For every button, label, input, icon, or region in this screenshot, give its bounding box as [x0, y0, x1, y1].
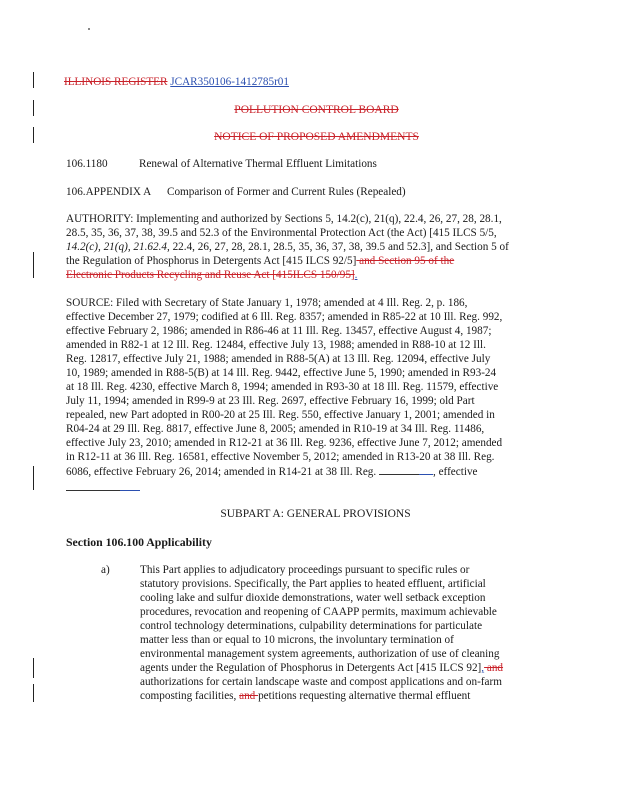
source-line: 10, 1989; amended in R88-5(B) at 14 Ill. Reg. 9442, effective June 5, 1990; amended in R93-24 — [66, 367, 497, 379]
body-line: authorizations for certain landscape waste and compost applications and on-farm — [140, 676, 502, 688]
register-title: ILLINOIS REGISTER — [64, 76, 168, 88]
body-line: control technology determinations, culpability determinations for particulate — [140, 620, 483, 632]
source-line: Reg. 12817, effective July 21, 1988; amended in R88-5(A) at 13 Ill. Reg. 12094, effective July — [66, 353, 491, 365]
source-line: repealed, new Part adopted in R00-20 at 25 Ill. Reg. 550, effective January 1, 2001; amended in — [66, 409, 495, 421]
inserted-blank — [120, 481, 140, 491]
authority-line: 14.2(c), 21(q), 21.62.4, 22.4, 26, 27, 28, 28.1, 28.5, 35, 36, 37, 38, 39.5 and 52.3], and Section 5 of — [66, 241, 509, 253]
revision-bar — [33, 72, 34, 88]
source-line: effective December 27, 1979; codified at 6 Ill. Reg. 8357; amended in R85-22 at 10 Ill. Reg. 992, — [66, 311, 503, 323]
inserted-blank — [419, 465, 433, 475]
revision-bar — [33, 658, 34, 678]
jcar-number: JCAR350106-1412785r01 — [170, 76, 289, 88]
authority-text: 22.4, 26, 27, 28, 28.1, 28.5, 35, 36, 37, 38, 39.5 and 52.3], and Section 5 of — [172, 241, 509, 253]
source-text: , effective — [432, 466, 478, 478]
body-line — [140, 690, 470, 703]
authority-line — [66, 227, 497, 240]
deleted-text: and — [484, 662, 504, 674]
source-line: July 11, 1994; amended in R99-9 at 23 Ill. Reg. 2697, effective February 16, 1999; old Part — [66, 395, 475, 407]
authority-italic-text: 14.2(c), 21(q), 21.6 — [66, 241, 153, 253]
source-line: at 18 Ill. Reg. 4230, effective March 8, 1994; amended in R93-30 at 18 Ill. Reg. 11579, effective — [66, 381, 499, 393]
toc-number: 106.APPENDIX A — [66, 186, 152, 198]
body-line: statutory provisions. Specifically, the Part applies to heated effluent, artificial — [140, 578, 486, 590]
inserted-text: . — [354, 269, 358, 281]
blank-date — [66, 481, 120, 491]
authority-text: AUTHORITY: Implementing and authorized by Sections 5, 14.2(c), 21(q), 22.4, 26, 27, 28, 28.1, — [66, 213, 502, 225]
source-line: effective July 23, 2010; amended in R12-21 at 36 Ill. Reg. 9236, effective June 7, 2012; amended — [66, 437, 503, 449]
authority-line — [66, 213, 502, 226]
scan-speck — [88, 28, 90, 30]
toc-number: 106.1180 — [66, 158, 108, 170]
source-line: effective February 2, 1986; amended in R86-46 at 11 Ill. Reg. 13457, effective August 4, 1987; — [66, 325, 492, 337]
toc-row — [66, 158, 108, 171]
toc-row-title — [139, 158, 377, 171]
body-line: procedures, revocation and reopening of CAAPP permits, maximum achievable — [140, 606, 497, 618]
toc-row-title — [167, 186, 406, 199]
item-label: a) — [101, 564, 110, 576]
source-line — [66, 465, 478, 479]
inserted-text: , — [481, 662, 485, 674]
body-text: agents under the Regulation of Phosphorus in Detergents Act [415 ILCS 92] — [140, 662, 482, 674]
blank-volume — [379, 465, 419, 475]
deleted-text: and — [239, 690, 259, 702]
deleted-text: and Section 95 of the — [356, 255, 455, 267]
body-line: cooling lake and sulfur dioxide demonstrations, water well setback exception — [140, 592, 486, 604]
source-line: SOURCE: Filed with Secretary of State January 1, 1978; amended at 4 Ill. Reg. 2, p. 186, — [66, 297, 468, 309]
authority-line — [66, 269, 357, 282]
body-line — [140, 662, 503, 675]
source-line: R04-24 at 29 Ill. Reg. 8817, effective June 8, 2005; amended in R10-19 at 34 Ill. Reg. 11486, — [66, 423, 485, 435]
authority-text: 28.5, 35, 36, 37, 38, 39.5 and 52.3 of the Environmental Protection Act (the Act) [415 ILCS 5/5, — [66, 227, 497, 239]
source-line — [66, 481, 140, 495]
authority-text: the Regulation of Phosphorus in Detergents Act [415 ILCS 92/5] — [66, 255, 357, 267]
revision-bar — [33, 252, 34, 278]
board-title: POLLUTION CONTROL BOARD — [234, 104, 399, 116]
revision-bar — [33, 684, 34, 702]
revision-bar — [33, 466, 34, 490]
notice-title: NOTICE OF PROPOSED AMENDMENTS — [214, 131, 419, 143]
source-line: amended in R82-1 at 12 Ill. Reg. 12484, effective July 13, 1988; amended in R88-10 at 12 Ill. — [66, 339, 486, 351]
source-line: in R12-11 at 36 Ill. Reg. 16581, effective November 5, 2012; amended in R13-20 at 38 Ill. Reg. — [66, 451, 495, 463]
body-line: matter less than or equal to 10 microns, the involuntary termination of — [140, 634, 454, 646]
toc-title: Comparison of Former and Current Rules (Repealed) — [167, 186, 406, 198]
register-header — [64, 76, 289, 89]
body-text: composting facilities, — [140, 690, 240, 702]
body-line: environmental management system agreements, authorization of use of cleaning — [140, 648, 500, 660]
authority-line — [66, 255, 454, 268]
body-line: This Part applies to adjudicatory proceedings pursuant to specific rules or — [140, 564, 470, 576]
toc-title: Renewal of Alternative Thermal Effluent Limitations — [139, 158, 377, 170]
section-heading: Section 106.100 Applicability — [66, 535, 212, 549]
toc-row — [66, 186, 151, 199]
source-text: 6086, effective February 26, 2014; amended in R14-21 at 38 Ill. Reg. — [66, 466, 377, 478]
subpart-heading: SUBPART A: GENERAL PROVISIONS — [220, 508, 411, 520]
body-text: petitions requesting alternative thermal effluent — [258, 690, 471, 702]
deleted-text: Electronic Products Recycling and Reuse Act [415ILCS 150/95] — [66, 269, 355, 281]
